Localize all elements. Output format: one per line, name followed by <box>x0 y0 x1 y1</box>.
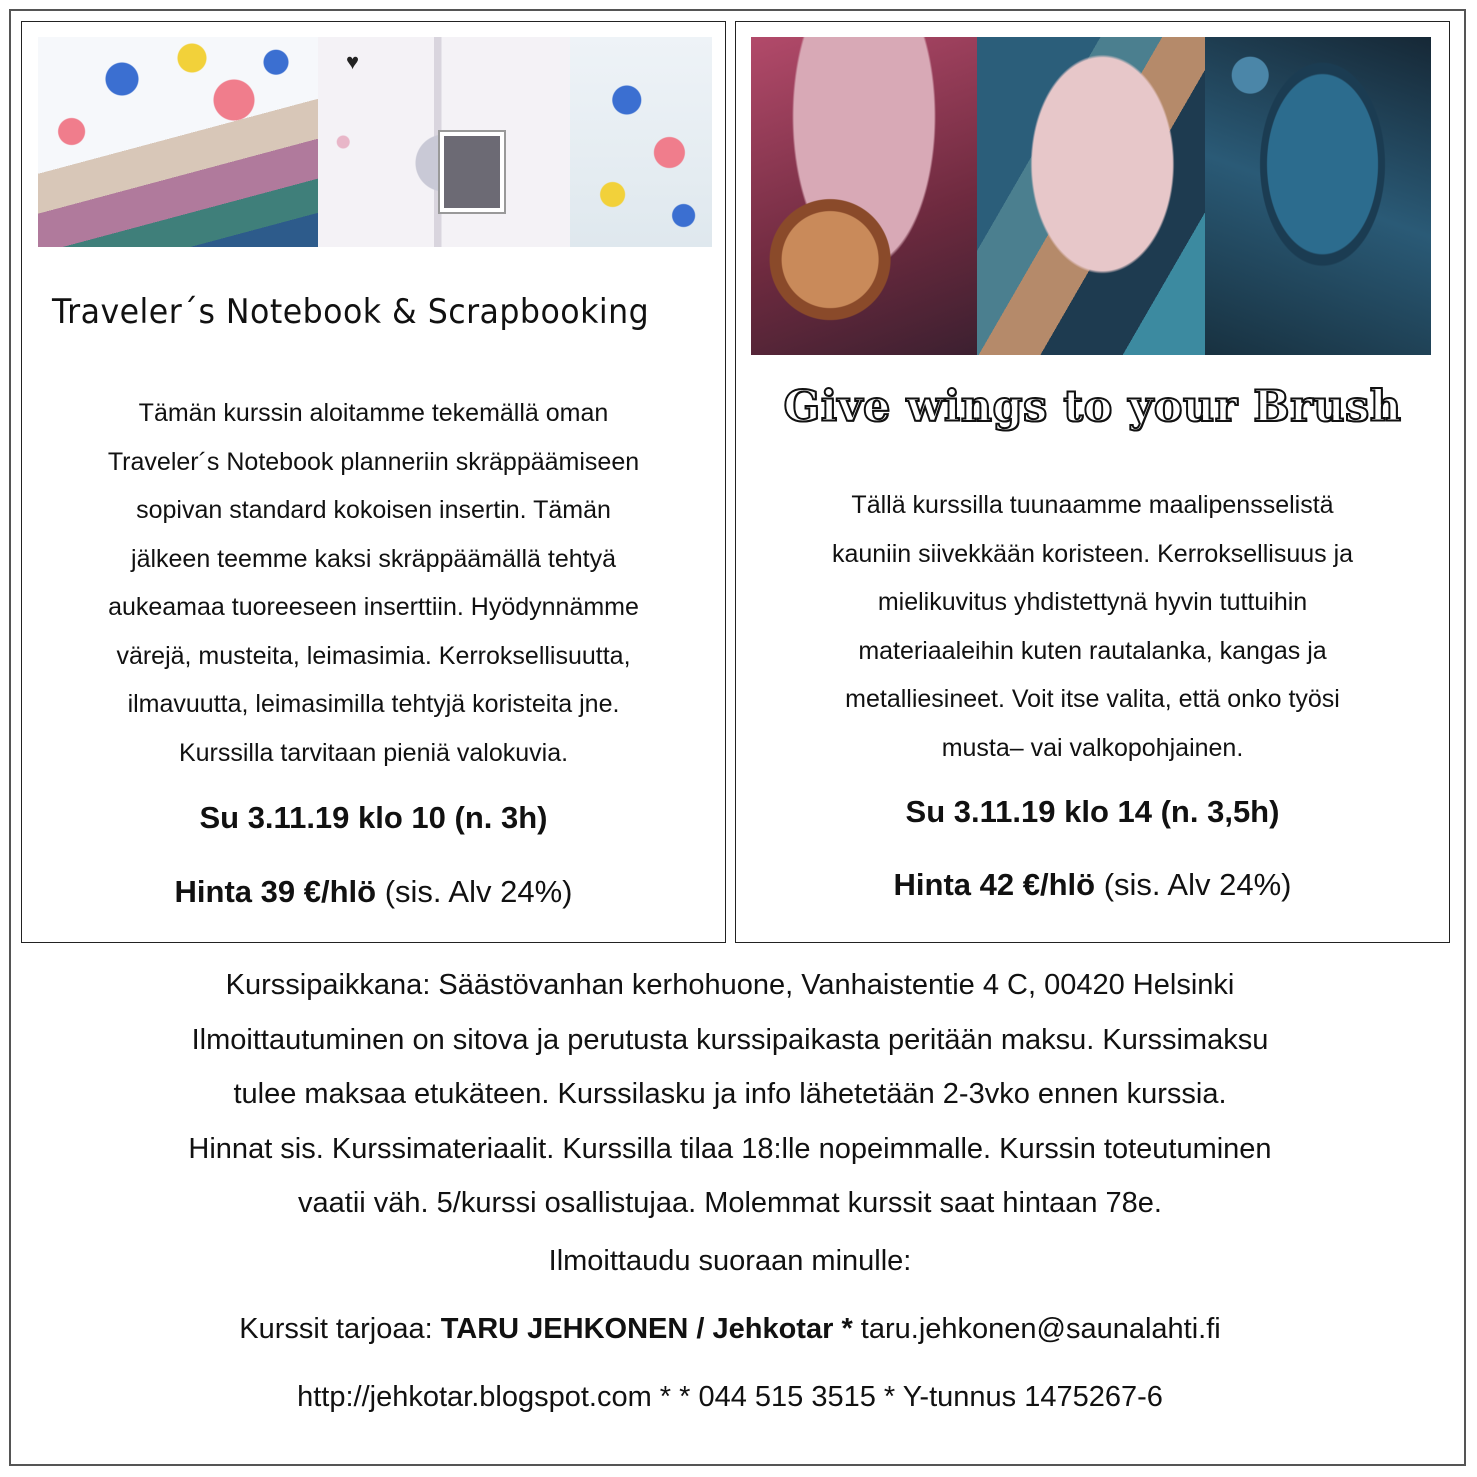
description-line: Kurssilla tarvitaan pieniä valokuvia. <box>178 738 569 767</box>
description-line: kauniin siivekkään koristeen. Kerroksellisuus ja <box>831 539 1354 568</box>
course-card-travelers-notebook <box>21 21 726 943</box>
course-description <box>754 481 1431 772</box>
info-line: Hinnat sis. Kurssimateriaalit. Kurssilla tilaa 18:lle nopeimmalle. Kurssin toteutuminen <box>188 1132 1272 1165</box>
description-line: aukeamaa tuoreeseen inserttiin. Hyödynnämme <box>108 593 639 621</box>
offer-prefix: Kurssit tarjoaa: <box>239 1313 441 1345</box>
course-price <box>736 867 1449 903</box>
course-title: Traveler´s Notebook & Scrapbooking <box>52 292 650 332</box>
brush-pendant-photo <box>751 37 977 355</box>
brush-wing-photo <box>977 37 1205 355</box>
price-vat-note: (sis. Alv 24%) <box>1095 867 1292 902</box>
contact-email: taru.jehkonen@saunalahti.fi <box>852 1313 1221 1345</box>
contact-lead: Ilmoittaudu suoraan minulle: <box>548 1245 912 1277</box>
info-line: tulee maksaa etukäteen. Kurssilasku ja info lähetetään 2-3vko ennen kurssia. <box>233 1078 1227 1110</box>
info-line: Ilmoittautuminen on sitova ja perutusta kurssipaikasta peritään maksu. Kurssimaksu <box>191 1023 1269 1056</box>
course-description <box>40 389 707 777</box>
course-banner-images <box>38 37 712 247</box>
portrait-photo <box>440 132 504 212</box>
scrapbook-spread-photo <box>318 37 570 247</box>
course-price <box>22 874 725 910</box>
price-amount: Hinta 42 €/hlö <box>893 867 1096 902</box>
course-date: Su 3.11.19 klo 10 (n. 3h) <box>199 800 548 835</box>
offer-name: TARU JEHKONEN / Jehkotar * <box>440 1313 853 1345</box>
heart-icon: ♥ <box>346 49 360 74</box>
description-line: musta– vai valkopohjainen. <box>941 733 1244 762</box>
description-line: mielikuvitus yhdistettynä hyvin tuttuihin <box>877 588 1308 616</box>
info-line: vaatii väh. 5/kurssi osallistujaa. Molemmat kurssit saat hintaan 78e. <box>298 1187 1162 1219</box>
description-line: metalliesineet. Voit itse valita, että onko työsi <box>845 685 1340 713</box>
brush-face-photo <box>1205 37 1431 355</box>
description-line: Tämän kurssin aloitamme tekemällä oman <box>138 399 609 427</box>
notebook-closed-photo <box>570 37 712 247</box>
price-vat-note: (sis. Alv 24%) <box>376 874 573 909</box>
offer-line <box>40 1313 1420 1346</box>
course-info <box>40 958 1420 1231</box>
course-date: Su 3.11.19 klo 14 (n. 3,5h) <box>905 794 1280 829</box>
info-line: Kurssipaikkana: Säästövanhan kerhohuone, Vanhaistentie 4 C, 00420 Helsinki <box>225 969 1235 1001</box>
description-line: Traveler´s Notebook planneriin skräppäämiseen <box>107 447 640 476</box>
contact-links: http://jehkotar.blogspot.com * * 044 515 3515 * Y-tunnus 1475267-6 <box>297 1381 1163 1413</box>
notebook-cover-photo <box>38 37 318 247</box>
description-line: sopivan standard kokoisen insertin. Tämän <box>136 496 611 524</box>
description-line: Tällä kurssilla tuunaamme maalipensselistä <box>851 491 1334 519</box>
course-card-give-wings <box>735 21 1450 943</box>
course-title: Give wings to your Brush <box>783 382 1402 432</box>
description-line: jälkeen teemme kaksi skräppäämällä tehtyä <box>131 544 616 573</box>
description-line: materiaaleihin kuten rautalanka, kangas ja <box>858 636 1327 665</box>
course-banner-images <box>751 37 1431 355</box>
description-line: ilmavuutta, leimasimilla tehtyjä koristeita jne. <box>127 690 620 718</box>
description-line: värejä, musteita, leimasimia. Kerroksellisuutta, <box>116 641 631 670</box>
price-amount: Hinta 39 €/hlö <box>174 874 377 909</box>
